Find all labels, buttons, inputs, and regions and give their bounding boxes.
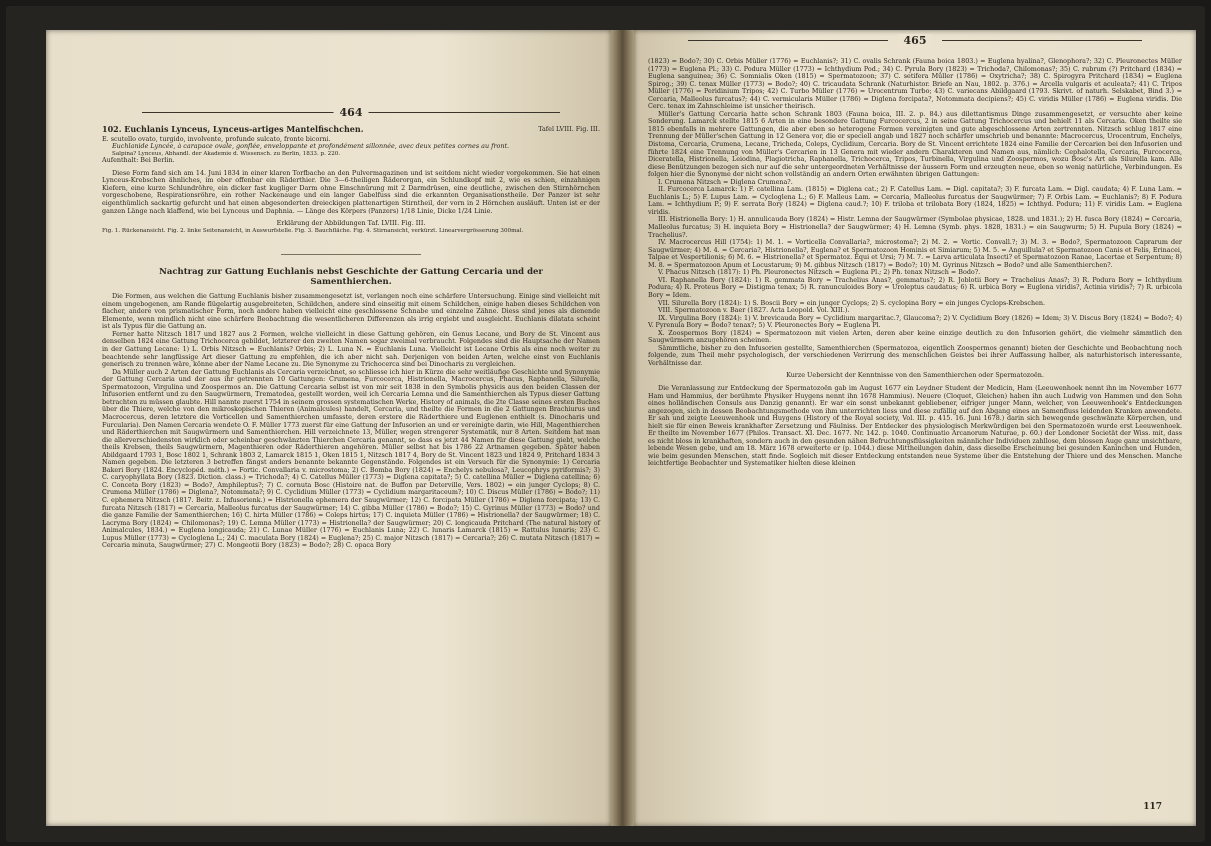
book-gutter	[611, 30, 634, 826]
appendix-title: Nachtrag zur Gattung Euchlanis nebst Geschichte der Gattung Cercaria und der Samenthierchen.	[159, 267, 543, 288]
genus-entry: VI. Raphanella Bory (1824): 1) R. gemmata Bory = Trachelius Anas?, gemmatus?; 2) R. Joblotii Bory = Trachelius Anas?; 3) R. Podura Bory = Ichthydium Podura; 4) R. Proteus Bory = Distigma tenax; 5) R. ranunculoides Bory = Uroleptus caudatus; 6) R. urbica Bory = Euglena viridis?, Actinia viridis?; 7) R. urbicola Bory = Idem.	[648, 275, 1182, 299]
section-divider	[281, 254, 421, 255]
figure-heading: Erklärung der Abbildungen Taf. LVIII. Fig. III.	[276, 219, 426, 228]
right-page	[634, 30, 1196, 826]
page-number: 465	[898, 34, 933, 47]
left-text-column	[102, 126, 600, 550]
genus-entry: IX. Virgulina Bory (1824): 1) V. brevicauda Bory = Cyclidium margaritac.?, Glaucoma?; 2) V. Cyclidium Bory (1826) = Idem; 3) V. Discus Bory (1824) = Bodo?; 4) V. Pyrenula Bory = Bodo? tenax?; 5) V. Pleuronectes Bory = Euglena Pl.	[648, 313, 1182, 330]
subheading: Kurze Uebersicht der Kenntnisse von den Samenthierchen oder Spermatozoën.	[786, 371, 1044, 380]
paragraph: Müller's Gattung Cercaria hatte schon Schrank 1803 (Fauna boica, III. 2. p. 84.) aus dilettantismus Dinge zusammengesetzt, er versuchte aber keine Sonderung. Lamarck stellte 1815 6 Arten in eine besondere Gattung Furcocercus, 2 in seine Gattung Trichocercus und behielt 11 als Cercaria. Oken theilte sie 1815 ebenfalls in mehrere Gattungen, die aber eben so heterogene Formen vereinigten und gute abgeschlossene Arten zertrennten. Nitzsch schlug 1817 eine Trennung der Müller'schen Gattung in 12 Genera vor, die er speciell angab und 1827 noch schärfer umschrieb und benannte: Macrocercus, Urocentrum, Enchelys, Distoma, Cercaria, Crumena, Lecane, Tricheda, Coleps, Cyclidium, Cercaria. Bory de St. Vincent errichtete 1824 eine Familie der Cercarien bei den Infusorien und führte 1824 eine Trennung von Müller's Cercarien in 13 Genera mit wieder andern Charakteren und Namen aus, nämlich: Cephalotella, Cercaria, Furcocerca, Diceratella, Histrionella, Leiodina, Plagiotricha, Raphanella, Trichocerca, Tripos, Turbinella, Virgulina und Zoospermos, wozu Bosc's Art als Silurella kam. Alle diese Benützungen bezogen sich nur auf die sehr untergeordneten Verhältnisse der äussern Form und erzeugten neue, eben so wenig natürliche, Verbindungen. Es folgen hier die Synonyme der nicht schon vollständig an andern Orten erwähnten übrigen Gattungen:	[648, 109, 1182, 179]
habitat: Aufenthalt: Bei Berlin.	[102, 156, 175, 165]
species-description: Diese Form fand sich am 14. Juni 1834 in einer klaren Torfbache an den Pulvermagazinen und ist seitdem nicht wieder vorgekommen. Sie hat einen Lynceus-Krebschen ähnliches, im ober offenbar ein Räderthier. Die 3—6-theiligen Räderorgan, ein Schlundkopf mit 2, wie es schien, einzahnigen Kiefern, eine kurze Schlundröhre, ein dicker fast kugliger Darm ohne Einschnürung mit 2 Darmdrüsen, eine deutliche, zwischen den Stirnhörnchen vorgeschobene, Respirationsröhre, ein rother Nackenauge und ein langer Gabelfuss sind die erkannten Organisationstheile. Der Panzer ist sehr eigenthümlich sackartig gefurcht und hat einen abgesonderten dreieckigen plattenartigen Stirntheil, der vorn in 2 Hörnchen ausläuft. Unten ist er der ganzen Länge nach klaffend, wie bei Lynceus und Daphnia. — Länge des Körpers (Panzers) 1/18 Linie, Dicke 1/24 Linie.	[102, 168, 600, 215]
literature-reference: Salpina? Lynceus, Abhandl. der Akademie d. Wissensch. zu Berlin, 1833. p. 220.	[112, 150, 341, 157]
header-rule	[942, 40, 1142, 41]
genus-entry: III. Histrionella Bory: 1) H. annulicauda Bory (1824) = Histr. Lemna der Saugwürmer (Symbolae physicae, 1828. und 1831.); 2) H. fusca Bory (1824) = Cercaria, Malleolus furcatus; 3) H. inquieta Bory = Histrionella? der Saugwürmer; 4) H. Lemna (Symb. phys. 1828, 1831.) = ein Saugwurm; 5) H. Pupula Bory (1824) = Trachelius?.	[648, 215, 1182, 239]
book-spread	[6, 6, 1205, 842]
right-page-header	[648, 34, 1182, 48]
genus-entry: VIII. Spermatozoon v. Baer (1827. Acta Leopold. Vol. XIII.).	[658, 306, 850, 315]
genus-entry: X. Zoospermos Bory (1824) = Spermatozoon mit vielen Arten, deren aber keine einzige deutlich zu den Infusorien gehört, die vielmehr sämmtlich den Saugwürmern anzugehören scheinen.	[648, 328, 1182, 345]
paragraph: (1823) = Bodo?; 30) C. Orbis Müller (1776) = Euchlanis?; 31) C. ovalis Schrank (Fauna boica 1803.) = Euglena hyalina?, Glenophora?; 32) C. Pleuronectes Müller (1773) = Euglena Pl.; 33) C. Podura Müller (1773) = Ichthydium Pod.; 34) C. Pyrula Bory (1823) = Trichoda?, Chilomonas?; 35) C. rubrum (?) Pritchard (1834) = Euglena sanguinea; 36) C. Somnialis Oken (1815) = Spermatozoon; 37) C. setifera Müller (1786) = Oxytricha?; 38) C. Spirogyra Pritchard (1834) = Euglena Spirog.; 39) C. tenax Müller (1773) = Bodo?; 40) C. tricaudata Schrank (Naturhistor. Briefe an Nau, 1802. p. 376.) = Arcella vulgaris et aculeata?; 41) C. Tripos Müller (1776) = Peridinium Tripos; 42) C. Turbo Müller (1776) = Urocentrum Turbo; 43) C. variecans Abildgaard (1793. Skrivt. of naturh. Selskabet, Bind 3.) = Cercaria, Malleolus furcatus?; 44) C. vermicularis Müller (1786) = Diglena forcipata?, Notommata decipiens?; 45) C. viridis Müller (1786) = Euglena viridis. Die Cerc. tenax im Zahnschleime ist unsicher theirisch.	[648, 57, 1182, 111]
french-diagnosis: Euchlanide Lyncée, à carapace ovale, gonflée, enveloppante et profondément sillonnée, avec deux petites cornes au front.	[112, 142, 510, 151]
right-text-column	[648, 58, 1182, 468]
left-page	[46, 30, 611, 826]
paragraph: Die Veranlassung zur Entdeckung der Spermatozoën gab im August 1677 ein Leydner Student der Medicin, Ham (Leeuwenhoek nennt ihn im November 1677 Ham und Hammius, der berühmte Physiker Huygens nennt ihn 1678 Hammius). Neuere (Cloquet, Gleichen) haben ihn auch Ludwig von Hammen und den Sohn eines holländischen Consuls aus Danzig genannt). Er war ein sonst unbekannt gebliebener, eifriger junger Mann, welcher, von Leeuwenhoek's Entdeckungen angezogen, sich in dessen Beobachtungsmethode von ihm unterrichten liess und diese zufällig auf den Abgang eines an Samenfluss leidenden Kranken anwendete. Er sah und zeigte Leeuwenhoek und Huygens (History of the Royal society, Vol. III. p. 415. 16. Juni 1678.) darin sich bewegende geschwänzte Körperchen, und hielt sie für einen Beweis krankhafter Zersetzung und Fäulniss. Der Entdecker des physiologisch Merkwürdigen bei den Spermatozoën wurde erst Leeuwenhoek. Er theilte im November 1677 (Philos. Transact. XI. Dec. 1677. Nr. 142. p. 1040. Continuatio Arcanorum Naturae, p. 60.) der Londoner Societät der Wiss. mit, dass es nicht bloss in krankhaften, sondern auch in den gesunden nähen Befruchtungsflüssigkeiten männlicher Individuen zahllose, dem blossen Auge ganz unsichtbare, lebende Wesen gebe, und am 18. März 1678 erweiterte er (p. 1044.) diese Mittheilungen dahin, dass dieselbe Erscheinung bei gesunden Kaninchen und Hunden, wie beim gesunden Menschen, statt finde. Sogleich mit dieser Entdeckung entstanden neue Systeme über die Entstehung der Thiere und des Menschen. Manche leichtfertige Beobachter und Systematiker hielten diese kleinen	[648, 383, 1182, 468]
genus-entry: II. Furcocerca Lamarck: 1) F. catellina Lam. (1815) = Diglena cat.; 2) F. Catellus Lam. = Digl. capitata?; 3) F. furcata Lam. = Digl. caudata; 4) F. Luna Lam. = Euchlanis L.; 5) F. Lupus Lam. = Cycloglena L.; 6) F. Malleus Lam. = Cercaria, Malleolus furcatus der Saugwürmer; 7) F. Orbis Lam. = Euchlanis?; 8) F. Podura Lam. = Ichthydium P.; 9) F. serrata Bory (1824) = Diglena caud.?; 10) F. triloba et trilobata Bory (1824, 1825) = Ichthyd. Podura; 11) F. viridis Lam. = Euglena viridis.	[648, 185, 1182, 216]
header-rule	[360, 112, 560, 113]
paragraph: Die Formen, aus welchen die Gattung Euchlanis bisher zusammengesetzt ist, verlangen noch eine schärfere Untersuchung. Einige sind vielleicht mit einem ungebogenen, am Rande flügelartig ausgebreiteten, Schildchen, andere sind einseitig mit einem Schildchen, einige haben dieses Schildchen von flacher, andere von prismatischer Form, noch andere haben vielleicht eine geschlossene Schnabe und einzelne Zähne. Diess sind jenes als dienende Elemente, wenn mindlich nicht eine schärfere Beobachtung die wesentlicheren Differenzen als irrig ergiebt und ausgleicht. Euchlanis dilatata scheint ist als Typus für die Gattung an.	[102, 292, 600, 331]
left-page-header	[102, 106, 600, 120]
genus-entry: I. Crumena Nitzsch = Diglena Crumena?.	[658, 177, 793, 186]
table-reference: Tafel LVIII. Fig. III.	[538, 125, 600, 133]
paragraph: Da Müller auch 2 Arten der Gattung Euchlanis als Cercaria verzeichnet, so schliesse ich hier in Kürze die sehr weitläufige Geschichte und Synonymie der Gattung Cercaria und der aus ihr getrennten 10 Gattungen: Crumena, Furcocerca, Histrionella, Macrocercus, Phacus, Raphanella, Silurella, Spermatozoon, Virgulina und Zoospermos an. Die Gattung Cercaria selbst ist von mir seit 1838 in den Symbolis physicis aus den beiden Classen der Infusorien entfernt und zu den Saugwürmern, Trematodea, gestellt worden, weil ich Cercaria Lemna und die Samenthierchen als Typus dieser Gattung betrachten zu müssen glaubte. Hill nannte zuerst 1754 in seinem grossen systematischen Werke, History of animals, die 2te Classe seines ersten Buches über die Thiere, welche von den mikroskopischen Thieren (Animalcules) handelt, Cercaria, und theilte die Formen in die 2 Gattungen Brachiurus und Macrocercus, deren letztere die Vorticellen und Samenthierchen umfasste, deren erstere die Räderthiere und Euglenen enthielt (s. Dinocharis und Furcularia). Den Namen Cercaria wendete O. F. Müller 1773 zuerst für eine Gattung der Infusorien an und er vereinigte darin, wie Hill, Magenthierchen und Räderthierchen mit Saugwürmern und Samenthierchen. Hill verzeichnete 13, Müller, wegen strengerer Systematik, nur 8 Arten. Seitdem hat man die allerverschiedensten wirklich oder scheinbar geschwänzten Thierchen Cercaria genannt, so dass es jetzt 44 Namen für diese Gattung giebt, welche theils Krebsen, theils Saugwürmern, Magenthieren oder Räderthieren angehören. Müller selbst hat bis 1786 22 Artnamen gegeben. Später haben Abildgaard 1793 1, Bosc 1802 1, Schrank 1803 2, Lamarck 1815 1, Oken 1815 1, Nitzsch 1817 4, Bory de St. Vincent 1823 und 1824 9, Pritchard 1834 3 Namen gegeben. Die letzteren 3 betreffen fängst anders benannte bekannte Gegenstände. Folgendes ist ein Versuch für die Synonymie: 1) Cercaria Bakeri Bory (1824. Encyclopéd. méth.) = Fortic. Convallaria v. microstoma; 2) C. Bomba Bory (1824) = Enchelys nebulosa?, Leucophrys pyriformis?; 3) C. caryophyllata Bory (1823. Diction. class.) = Trichoda?; 4) C. Catellus Müller (1773) = Diglena capitata?; 5) C. catellina Müller = Diglena catellina; 6) C. Conceta Bory (1823) = Bodo?, Amphileptus?; 7) C. cornuta Bosc (Histoire nat. de Buffon par Deterville, Vers. 1802) = ein junger Cyclops; 8) C. Crumena Müller (1786) = Diglena?, Notommata?; 9) C. Cyclidium Müller (1773) = Cyclidium margaritaceum?; 10) C. Discus Müller (1786) = Bodo?; 11) C. ephemera Nitzsch (1817. Beitr. z. Infusorienk.) = Histrionella ephemera der Saugwürmer; 12) C. forcipata Müller (1786) = Diglena forcipata; 13) C. furcata Nitzsch (1817) = Cercaria, Malleolus furcatus der Saugwürmer; 14) C. gibba Müller (1786) = Bodo?; 15) C. Gyrinus Müller (1773) = Bodo? und die ganze Familie der Samenthierchen; 16) C. hirta Müller (1786) = Coleps hirtus; 17) C. inquieta Müller (1786) = Histrionella? der Saugwürmer; 18) C. Lacryma Bory (1824) = Chilomonas?; 19) C. Lemna Müller (1773) = Histrionella? der Saugwürmer; 20) C. longicauda Pritchard (The natural history of Animalcules, 1834.) = Euglena longicauda; 21) C. Lunae Müller (1776) = Euchlanis Luna; 22) C. lunaris Lamarck (1815) = Rattulus lunaris; 23) C. Lupus Müller (1773) = Cycloglena L.; 24) C. maculata Bory (1824) = Euglena?; 25) C. major Nitzsch (1817) = Cercaria?; 26) C. mutata Nitzsch (1817) = Cercaria minuta, Saugwürmer; 27) C. Mongeotii Bory (1823) = Bodo?; 28) C. opaca Bory	[102, 367, 600, 550]
paragraph: Sämmtliche, bisher zu den Infusorien gestellte, Samenthierchen (Spermatozoa, eigentlich Zoospermos genannt) bieten der Geschichte und Beobachtung noch folgende, zum Theil mehr psychologisch, der verschiedenen Verirrung des menschlichen Geistes bei ihrer Auffassung halber, als naturhistorisch interessante, Verhältnisse dar.	[648, 343, 1182, 367]
header-rule	[142, 112, 342, 113]
signature-mark: 117	[1143, 802, 1162, 812]
section-heading: 102. Euchlanis Lynceus, Lynceus-artiges Mantelfischchen.	[102, 124, 364, 134]
genus-entry: IV. Macrocercus Hill (1754): 1) M. 1. = Vorticella Convallaria?, microstoma?; 2) M. 2. = Vortic. Convall.?; 3) M. 3. = Bodo?, Spermatozoon Caprarum der Saugwürmer; 4) M. 4. = Cercaria?, Histrionella?, Euglena? et Spermatozoon Hominis et Simiarum; 5) M. 5. = Anguillula? et Spermatozoon Canis et Felis, Erinacei, Talpae et Vespertilionis; 6) M. 6. = Histrionella? et Spermatoz. Equi et Ursi; 7) M. 7. = Larva articulata Insecti? et Spermatozoon Ranae, Lacertae et Serpentum; 8) M. 8. = Spermatozoon Apum et Locustarum; 9) M. gibbus Nitzsch (1817) = Bodo?; 10) M. Gyrinus Nitzsch = Bodo? und alle Samenthierchen?.	[648, 238, 1182, 269]
genus-entry: VII. Silurella Bory (1824): 1) S. Boscii Bory = ein junger Cyclops; 2) S. cyclopina Bory = ein junges Cyclops-Krebschen.	[658, 298, 1046, 307]
figure-explanation: Fig. 1. Rückenansicht. Fig. 2. linke Seitenansicht, in Auswurfstelle. Fig. 3. Bauchfläche. Fig. 4. Stirnansicht, verkürzt. Linearvergrösserung 300mal.	[102, 227, 524, 234]
paragraph: Ferner hatte Nitzsch 1817 und 1827 aus 2 Formen, welche vielleicht in diese Gattung gehören, ein Genus Lecane, und Bory de St. Vincent aus denselben 1824 eine Gattung Trichocerca gebildet, letzterer den zweiten Namen sogar zweimal verbraucht. Folgendes sind die Hauptsache der Namen in der Gattung Lecane: 1) L. Orbis Nitzsch = Euchlanis? Orbis; 2) L. Luna N. = Euchlanis Luna. Vielleicht ist Lecane Orbis als eine noch weiter zu beachtende sehr langfüssige Art dieser Gattung zu empfehlen, die ich aber nicht sah. Derjenigen von beiden Arten, welche einst von Euchlanis generisch zu trennen wäre, könne aber der Name Lecane zu. Die Synonyme zu Trichocerca sind bei Dinocharis zu vergleichen.	[102, 329, 600, 369]
header-rule	[688, 40, 888, 41]
genus-entry: V. Phacus Nitzsch (1817): 1) Ph. Pleuronectes Nitzsch = Euglena Pl.; 2) Ph. tenax Nitzsch = Bodo?.	[658, 268, 981, 277]
page-number: 464	[334, 106, 369, 119]
latin-diagnosis: E. scutello ovato, turgido, involvente, profunde sulcato, fronte bicorni.	[102, 134, 331, 143]
